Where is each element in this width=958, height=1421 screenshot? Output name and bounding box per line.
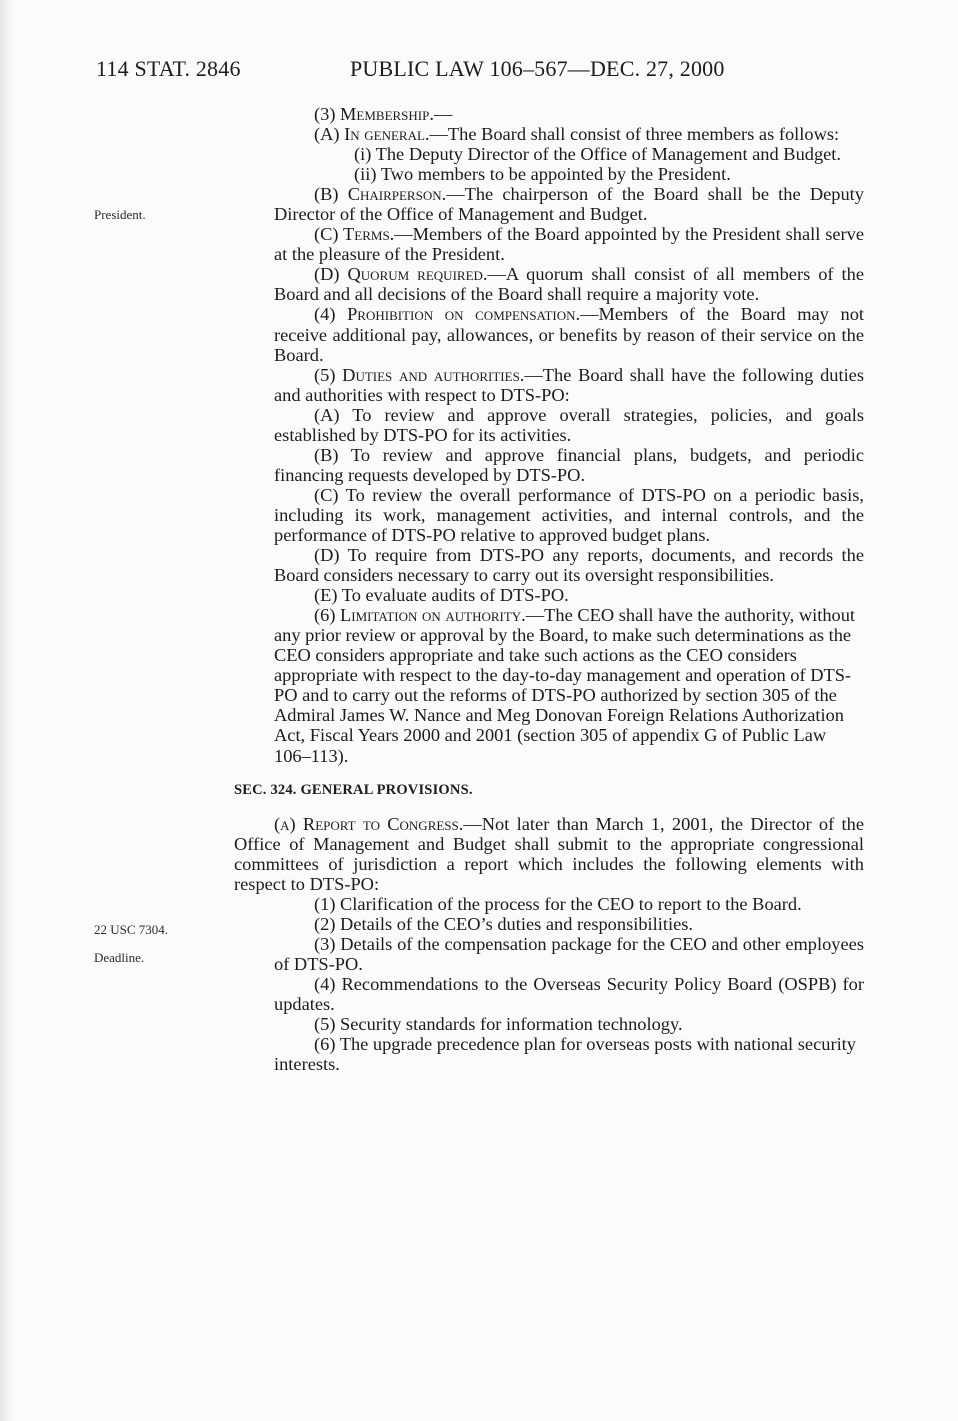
paragraph-6: (6) Limitation on authority.—The CEO shall have the authority, without any prior review or approval by the Board, to make such determinations as the CEO considers appropriate and take such actions as the CEO considers appropriate with respect to the day-to-day management and operation of DTS-PO and to carry out the reforms of DTS-PO authorized by section 305 of the Admiral James W. Nance and Meg Donovan Foreign Relations Authorization Act, Fiscal Years 2000 and 2001 (section 305 of appendix G of Public Law 106–113). <box>274 605 856 766</box>
margin-note-usc: 22 USC 7304. <box>94 922 169 937</box>
clause-3A-ii: (ii) Two members to be appointed by the President. <box>354 164 731 185</box>
item-a2: (2) Details of the CEO’s duties and responsibilities. <box>314 913 693 934</box>
item-a5: (5) Security standards for information technology. <box>314 1014 683 1035</box>
paragraph-5D: (D) To require from DTS-PO any reports, documents, and records the Board considers necessary to carry out its oversight responsibilities. <box>274 545 864 586</box>
item-a4: (4) Recommendations to the Overseas Security Policy Board (OSPB) for updates. <box>274 973 864 1015</box>
paragraph-5E: (E) To evaluate audits of DTS-PO. <box>314 585 569 606</box>
item-a3: (3) Details of the compensation package for the CEO and other employees of DTS-PO. <box>274 933 864 974</box>
clause-3A-i: (i) The Deputy Director of the Office of Management and Budget. <box>354 144 842 165</box>
stat-citation: 114 STAT. 2846 <box>96 56 241 81</box>
paragraph-5: (5) Duties and authorities.—The Board shall have the following duties and authorities with respect to DTS-PO: <box>274 364 864 405</box>
paragraph-3D: (D) Quorum required.—A quorum shall consist of all members of the Board and all decisions of the Board shall require a majority vote. <box>274 264 864 305</box>
section-324-title: SEC. 324. GENERAL PROVISIONS. <box>234 781 473 798</box>
paragraph-5B: (B) To review and approve financial plans, budgets, and periodic financing requests developed by DTS-PO. <box>274 444 864 485</box>
margin-note-deadline: Deadline. <box>94 950 145 965</box>
paragraph-3-heading: (3) Membership.— <box>314 104 453 124</box>
paragraph-5A: (A) To review and approve overall strategies, policies, and goals established by DTS-PO for its activities. <box>274 404 864 445</box>
paragraph-3A: (A) In general.—The Board shall consist of three members as follows: <box>314 124 840 145</box>
paragraph-3C: (C) Terms.—Members of the Board appointed by the President shall serve at the pleasure of the President. <box>274 224 864 265</box>
margin-note-president: President. <box>94 207 146 222</box>
paragraph-5C: (C) To review the overall performance of DTS-PO on a periodic basis, including its work, management activities, and internal controls, and the performance of DTS-PO relative to approved budget plans. <box>274 484 864 545</box>
law-title: PUBLIC LAW 106–567—DEC. 27, 2000 <box>350 56 725 81</box>
item-a6: (6) The upgrade precedence plan for overseas posts with national security interests. <box>274 1034 856 1075</box>
item-a1: (1) Clarification of the process for the CEO to report to the Board. <box>314 893 802 914</box>
paragraph-3B: (B) Chairperson.—The chairperson of the Board shall be the Deputy Director of the Office of Management and Budget. <box>274 184 864 225</box>
paragraph-4: (4) Prohibition on compensation.—Members of the Board may not receive additional pay, allowances, or benefits by reason of their service on the Board. <box>274 304 864 365</box>
subsection-a: (a) Report to Congress.—Not later than March 1, 2001, the Director of the Office of Management and Budget shall submit to the appropriate congressional committees of jurisdiction a report which includes the following elements with respect to DTS-PO: <box>234 813 865 894</box>
law-body <box>234 104 864 1074</box>
